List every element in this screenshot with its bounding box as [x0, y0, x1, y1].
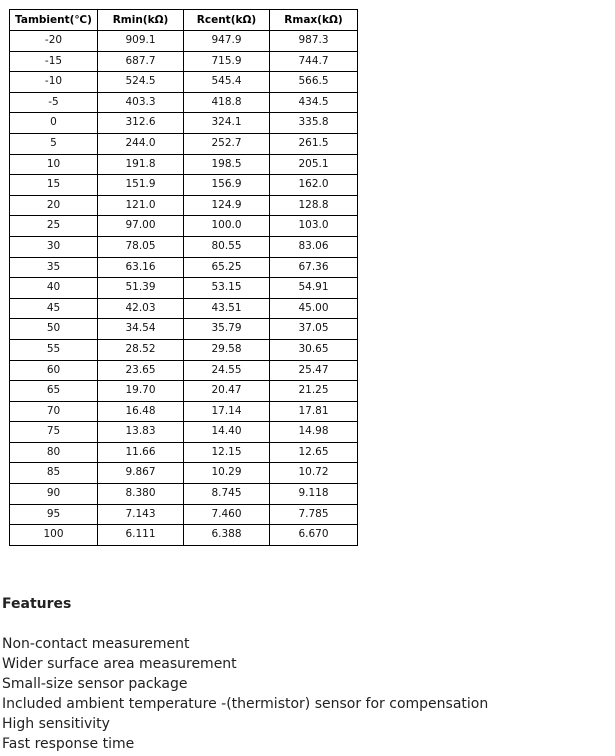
cell-rmax: 128.8: [270, 195, 358, 216]
cell-tambient: 85: [10, 463, 98, 484]
cell-tambient: -15: [10, 51, 98, 72]
cell-rmax: 10.72: [270, 463, 358, 484]
table-row: [10, 72, 358, 93]
cell-tambient: 40: [10, 278, 98, 299]
cell-rmax: 12.65: [270, 442, 358, 463]
cell-tambient: 75: [10, 422, 98, 443]
cell-tambient: 65: [10, 381, 98, 402]
cell-rcent: 124.9: [184, 195, 270, 216]
cell-rmin: 909.1: [98, 31, 184, 52]
cell-tambient: 55: [10, 339, 98, 360]
feature-item: Fast response time: [2, 736, 135, 752]
cell-rmin: 97.00: [98, 216, 184, 237]
cell-tambient: 90: [10, 484, 98, 505]
cell-rmax: 21.25: [270, 381, 358, 402]
header-rmax: Rmax(kΩ): [270, 10, 358, 31]
cell-tambient: 50: [10, 319, 98, 340]
cell-tambient: 25: [10, 216, 98, 237]
cell-rmin: 524.5: [98, 72, 184, 93]
cell-rmin: 8.380: [98, 484, 184, 505]
cell-rcent: 10.29: [184, 463, 270, 484]
cell-tambient: 100: [10, 525, 98, 546]
cell-rmin: 34.54: [98, 319, 184, 340]
cell-rmin: 687.7: [98, 51, 184, 72]
cell-rcent: 43.51: [184, 298, 270, 319]
cell-rmax: 434.5: [270, 92, 358, 113]
table-row: [10, 175, 358, 196]
cell-tambient: 10: [10, 154, 98, 175]
feature-item: Wider surface area measurement: [2, 656, 237, 672]
feature-item: Small-size sensor package: [2, 676, 188, 692]
cell-tambient: 45: [10, 298, 98, 319]
cell-rcent: 715.9: [184, 51, 270, 72]
cell-tambient: -10: [10, 72, 98, 93]
cell-rmin: 11.66: [98, 442, 184, 463]
feature-item: Non-contact measurement: [2, 636, 190, 652]
cell-rmin: 78.05: [98, 236, 184, 257]
table-row: [10, 31, 358, 52]
cell-rmin: 151.9: [98, 175, 184, 196]
table-row: [10, 525, 358, 546]
table-row: [10, 484, 358, 505]
table-row: [10, 216, 358, 237]
header-rmin: Rmin(kΩ): [98, 10, 184, 31]
cell-rmin: 9.867: [98, 463, 184, 484]
cell-tambient: 70: [10, 401, 98, 422]
cell-rmax: 335.8: [270, 113, 358, 134]
cell-tambient: -5: [10, 92, 98, 113]
resistance-temperature-table: [9, 9, 358, 546]
features-list: [2, 634, 602, 754]
table-row: [10, 360, 358, 381]
cell-tambient: 60: [10, 360, 98, 381]
cell-rmax: 9.118: [270, 484, 358, 505]
table-row: [10, 133, 358, 154]
cell-rmin: 7.143: [98, 504, 184, 525]
table-body: [10, 31, 358, 546]
feature-item: Included ambient temperature -(thermistor) sensor for compensation: [2, 696, 489, 712]
cell-rmax: 67.36: [270, 257, 358, 278]
table-row: [10, 92, 358, 113]
cell-rmin: 312.6: [98, 113, 184, 134]
table-row: [10, 154, 358, 175]
cell-rmax: 103.0: [270, 216, 358, 237]
cell-rmax: 987.3: [270, 31, 358, 52]
cell-rcent: 198.5: [184, 154, 270, 175]
cell-rcent: 24.55: [184, 360, 270, 381]
table-row: [10, 195, 358, 216]
cell-rmin: 42.03: [98, 298, 184, 319]
cell-rmax: 45.00: [270, 298, 358, 319]
table-row: [10, 463, 358, 484]
cell-rmax: 744.7: [270, 51, 358, 72]
cell-rcent: 156.9: [184, 175, 270, 196]
cell-rmin: 51.39: [98, 278, 184, 299]
table-row: [10, 236, 358, 257]
cell-rmin: 6.111: [98, 525, 184, 546]
table-row: [10, 298, 358, 319]
cell-rmax: 261.5: [270, 133, 358, 154]
cell-rcent: 418.8: [184, 92, 270, 113]
table-header-row: [10, 10, 358, 31]
cell-rmax: 7.785: [270, 504, 358, 525]
cell-tambient: 35: [10, 257, 98, 278]
cell-tambient: 95: [10, 504, 98, 525]
cell-rmax: 162.0: [270, 175, 358, 196]
table-row: [10, 339, 358, 360]
table-row: [10, 51, 358, 72]
cell-rcent: 7.460: [184, 504, 270, 525]
cell-rmin: 23.65: [98, 360, 184, 381]
table-row: [10, 504, 358, 525]
cell-tambient: 0: [10, 113, 98, 134]
cell-rcent: 29.58: [184, 339, 270, 360]
cell-rcent: 8.745: [184, 484, 270, 505]
cell-rmin: 63.16: [98, 257, 184, 278]
cell-rmin: 19.70: [98, 381, 184, 402]
table-row: [10, 422, 358, 443]
table-row: [10, 381, 358, 402]
cell-rmin: 13.83: [98, 422, 184, 443]
table-row: [10, 257, 358, 278]
table-row: [10, 278, 358, 299]
cell-tambient: 15: [10, 175, 98, 196]
features-heading: Features: [2, 596, 72, 612]
cell-rmax: 566.5: [270, 72, 358, 93]
cell-tambient: -20: [10, 31, 98, 52]
table-row: [10, 442, 358, 463]
cell-rcent: 65.25: [184, 257, 270, 278]
cell-tambient: 20: [10, 195, 98, 216]
cell-rcent: 53.15: [184, 278, 270, 299]
cell-rcent: 947.9: [184, 31, 270, 52]
cell-rmin: 121.0: [98, 195, 184, 216]
cell-rcent: 14.40: [184, 422, 270, 443]
cell-tambient: 30: [10, 236, 98, 257]
cell-rmax: 14.98: [270, 422, 358, 443]
cell-rmax: 30.65: [270, 339, 358, 360]
cell-rmax: 37.05: [270, 319, 358, 340]
cell-rcent: 80.55: [184, 236, 270, 257]
cell-rcent: 252.7: [184, 133, 270, 154]
cell-rmax: 6.670: [270, 525, 358, 546]
header-rcent: Rcent(kΩ): [184, 10, 270, 31]
feature-item: High sensitivity: [2, 716, 110, 732]
cell-rcent: 12.15: [184, 442, 270, 463]
header-tambient: Tambient(℃): [10, 10, 98, 31]
cell-rcent: 545.4: [184, 72, 270, 93]
cell-rmax: 54.91: [270, 278, 358, 299]
cell-rcent: 20.47: [184, 381, 270, 402]
cell-rcent: 17.14: [184, 401, 270, 422]
cell-rcent: 6.388: [184, 525, 270, 546]
cell-rmin: 28.52: [98, 339, 184, 360]
cell-rcent: 35.79: [184, 319, 270, 340]
cell-rmax: 25.47: [270, 360, 358, 381]
cell-tambient: 80: [10, 442, 98, 463]
cell-rmin: 16.48: [98, 401, 184, 422]
cell-rcent: 324.1: [184, 113, 270, 134]
cell-rmin: 244.0: [98, 133, 184, 154]
cell-rcent: 100.0: [184, 216, 270, 237]
table-row: [10, 401, 358, 422]
cell-rmin: 191.8: [98, 154, 184, 175]
table-row: [10, 113, 358, 134]
cell-rmax: 17.81: [270, 401, 358, 422]
cell-rmax: 205.1: [270, 154, 358, 175]
features-section: [2, 594, 602, 754]
cell-tambient: 5: [10, 133, 98, 154]
table-row: [10, 319, 358, 340]
cell-rmin: 403.3: [98, 92, 184, 113]
cell-rmax: 83.06: [270, 236, 358, 257]
